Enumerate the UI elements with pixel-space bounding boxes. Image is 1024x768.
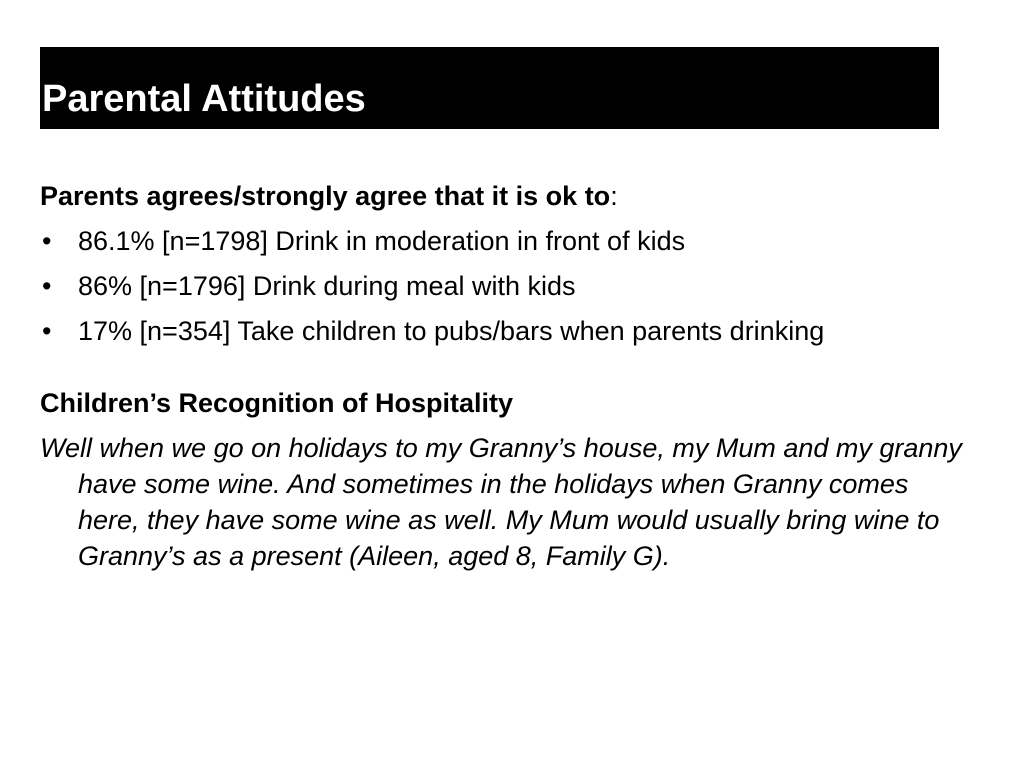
list-item — [40, 268, 970, 304]
bullet-text: 17% [n=354] Take children to pubs/bars when parents drinking — [78, 316, 825, 346]
heading-colon: : — [610, 181, 618, 211]
list-item — [40, 313, 970, 349]
bullet-dot: • — [42, 316, 52, 346]
bullet-text: 86.1% [n=1798] Drink in moderation in front of kids — [78, 226, 686, 256]
section-heading-parents — [40, 178, 970, 214]
bullet-list — [40, 223, 970, 349]
bullet-text: 86% [n=1796] Drink during meal with kids — [78, 271, 576, 301]
quote-text: Well when we go on holidays to my Granny’s house, my Mum and my granny have some wine. And sometimes in the holidays when Granny comes here, they have some wine as well. My Mum would usually bring wine to Granny’s as a present (Aileen, aged 8, Family G). — [40, 433, 962, 571]
list-item — [40, 223, 970, 259]
bullet-dot: • — [42, 226, 52, 256]
bullet-dot: • — [42, 271, 52, 301]
section-heading-parents-text: Parents agrees/strongly agree that it is ok to — [40, 181, 611, 211]
slide-content — [40, 178, 970, 574]
slide-title: Parental Attitudes — [42, 78, 366, 120]
title-bar — [40, 47, 939, 129]
section-heading-children: Children’s Recognition of Hospitality — [40, 388, 514, 418]
